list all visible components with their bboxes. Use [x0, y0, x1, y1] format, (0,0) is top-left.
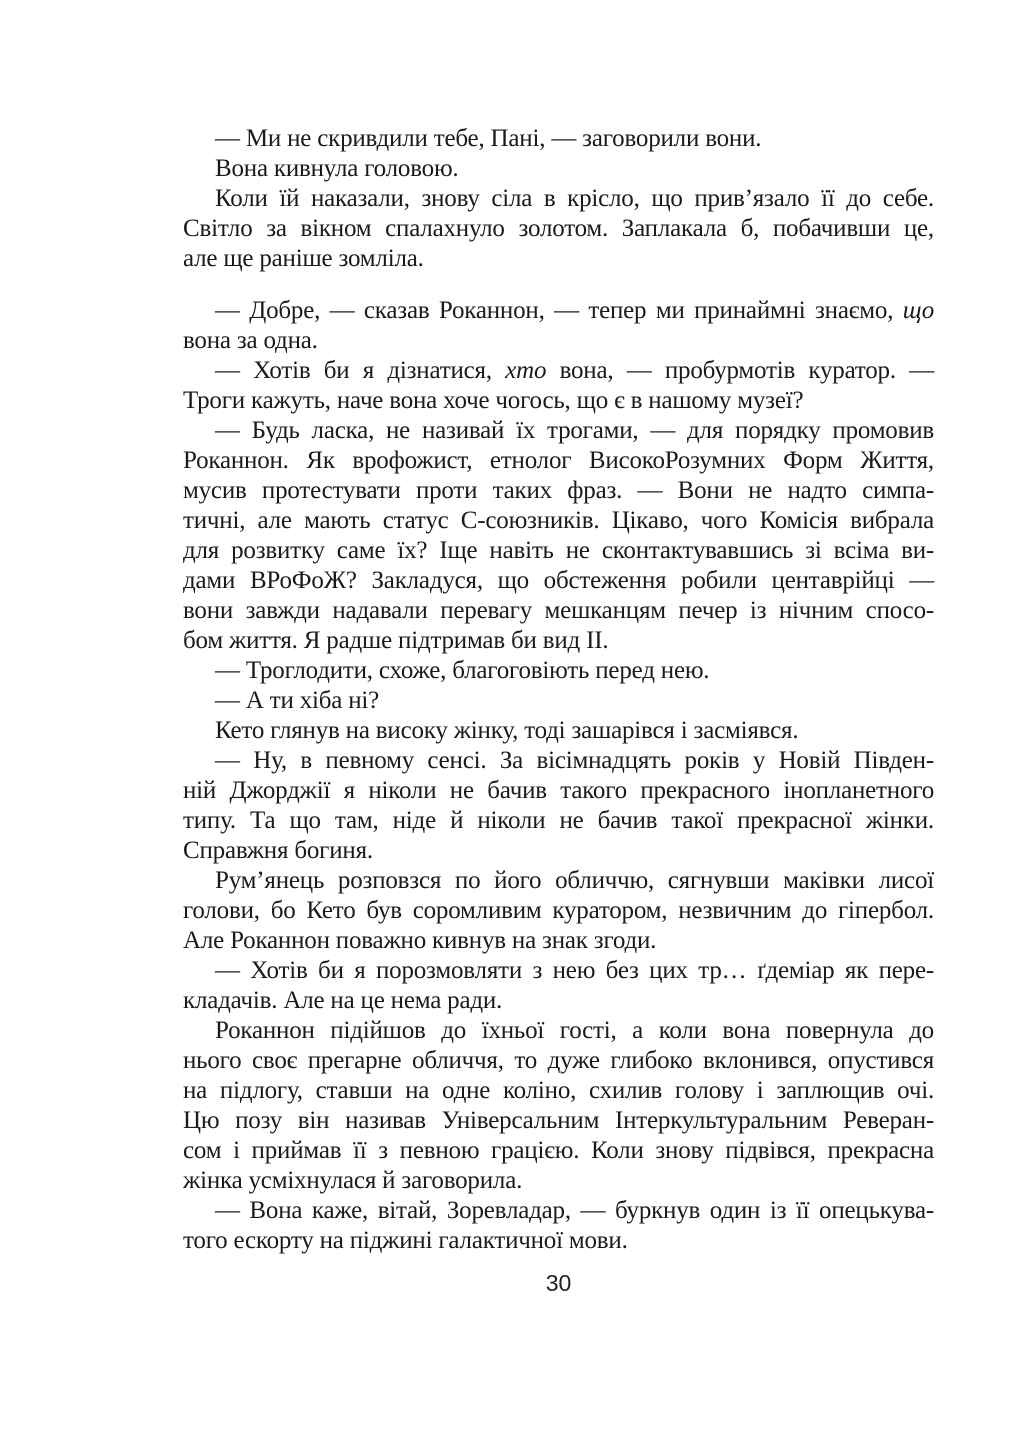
page-text [183, 124, 934, 1256]
text-line: жінка усміхнулася й заговорила. [183, 1167, 523, 1194]
paragraph [183, 686, 934, 716]
text-line: бом життя. Я радше підтримав би вид II. [183, 627, 609, 654]
text-line: Троги кажуть, наче вона хоче чогось, що є в нашому музеї? [183, 387, 804, 414]
text-line: нього своє прегарне обличчя, то дуже глибоко вклонився, опустився [183, 1047, 934, 1074]
text-line: вона за одна. [183, 327, 318, 354]
text-line: — А ти хіба ні? [215, 687, 380, 714]
paragraph [183, 956, 934, 1016]
text-line: Роканнон. Як врофожист, етнолог ВисокоРозумних Форм Життя, [183, 447, 934, 474]
text-line: Справжня богиня. [183, 837, 373, 864]
text-line: сом і приймав її з певною грацією. Коли знову підвівся, прекрасна [183, 1137, 934, 1164]
text-line: — Вона каже, вітай, Зоревладар, — буркнув один із її опецькува- [215, 1197, 934, 1224]
paragraph [183, 416, 934, 656]
text-line: — Хотів би я порозмовляти з нею без цих тр… ґдеміар як пере- [215, 957, 934, 984]
paragraph [183, 746, 934, 866]
text-line: Коли їй наказали, знову сіла в крісло, що прив’язало її до себе. [215, 185, 934, 212]
page-number: 30 [545, 1270, 572, 1296]
paragraph [183, 1016, 934, 1196]
paragraph [183, 356, 934, 416]
paragraph [183, 184, 934, 274]
text-line: — Хотів би я дізнатися, хто вона, — пробурмотів куратор. — [215, 357, 934, 384]
paragraph [183, 866, 934, 956]
paragraph [183, 154, 934, 184]
paragraph [183, 656, 934, 686]
text-line: мусив протестувати проти таких фраз. — Вони не надто симпа- [183, 477, 934, 504]
text-line: але ще раніше зомліла. [183, 245, 424, 272]
text-line: Світло за вікном спалахнуло золотом. Заплакала б, побачивши це, [183, 215, 934, 242]
text-line: — Ну, в певному сенсі. За вісімнадцять років у Новій Півден- [215, 747, 934, 774]
text-line: Але Роканнон поважно кивнув на знак згоди. [183, 927, 657, 954]
text-line: вони завжди надавали перевагу мешканцям печер із нічним спосо- [183, 597, 934, 624]
text-line: Вона кивнула головою. [215, 155, 459, 182]
text-line: — Ми не скривдили тебе, Пані, — заговорили вони. [215, 125, 762, 152]
text-line: — Добре, — сказав Роканнон, — тепер ми принаймні знаємо, що [215, 297, 934, 324]
text-line: Рум’янець розповзся по його обличчю, сягнувши маківки лисої [215, 867, 934, 894]
text-line: типу. Та що там, ніде й ніколи не бачив такої прекрасної жінки. [183, 807, 934, 834]
text-line: ній Джорджії я ніколи не бачив такого прекрасного інопланетного [183, 777, 934, 804]
text-line: тичні, але мають статус С-союзників. Цікаво, чого Комісія вибрала [183, 507, 934, 534]
paragraph [183, 1196, 934, 1256]
paragraph [183, 124, 934, 154]
text-line: для розвитку саме їх? Іще навіть не сконтактувавшись зі всіма ви- [183, 537, 934, 564]
paragraph [183, 716, 934, 746]
text-line: — Троглодити, схоже, благоговіють перед нею. [215, 657, 710, 684]
text-line: голови, бо Кето був соромливим куратором, незвичним до гіпербол. [183, 897, 934, 924]
text-line: дами ВРоФоЖ? Закладуся, що обстеження робили центаврійці — [183, 567, 934, 594]
text-line: Цю позу він називав Універсальним Інтеркультуральним Реверан- [183, 1107, 934, 1134]
text-line: на підлогу, ставши на одне коліно, схилив голову і заплющив очі. [183, 1077, 934, 1104]
text-line: кладачів. Але на це нема ради. [183, 987, 503, 1014]
text-line: — Будь ласка, не називай їх трогами, — для порядку промовив [215, 417, 934, 444]
paragraph [183, 296, 934, 356]
text-line: того ескорту на піджині галактичної мови. [183, 1227, 628, 1254]
text-line: Кето глянув на високу жінку, тоді зашарівся і засміявся. [215, 717, 799, 744]
text-line: Роканнон підійшов до їхньої гості, а коли вона повернула до [215, 1017, 934, 1044]
